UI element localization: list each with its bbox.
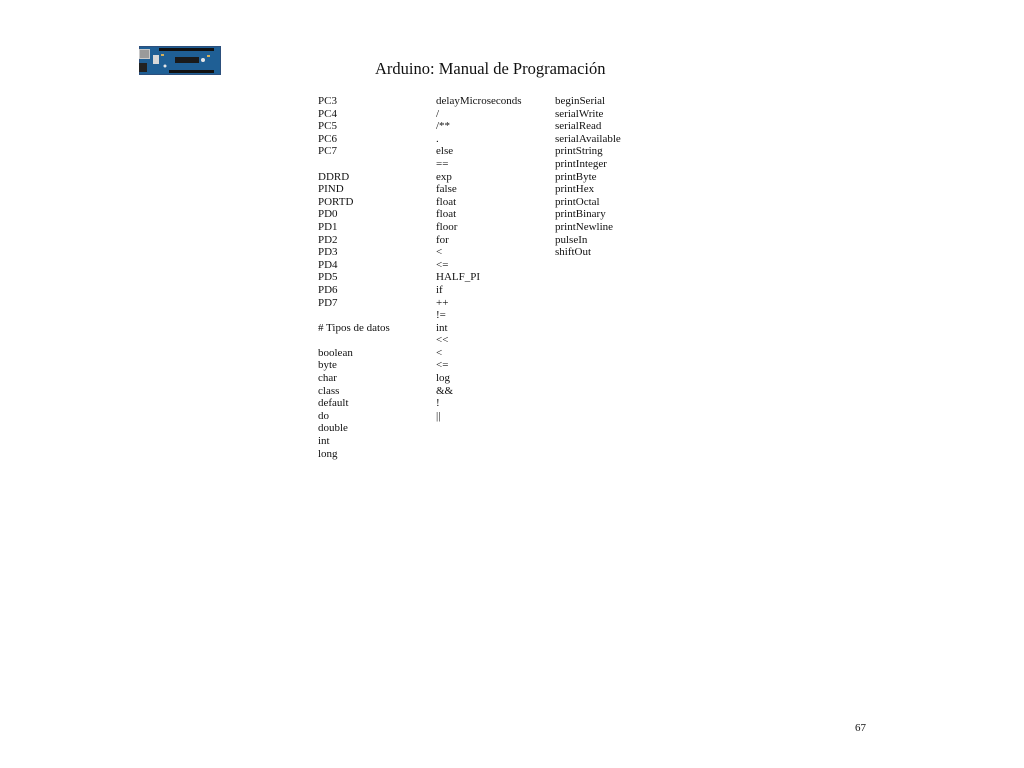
keyword-item: PIND xyxy=(318,183,344,196)
keyword-item: double xyxy=(318,422,348,435)
keyword-item: PD1 xyxy=(318,220,338,233)
page-number: 67 xyxy=(855,722,866,734)
keyword-item: PC4 xyxy=(318,107,337,120)
keyword-item: PC7 xyxy=(318,145,337,158)
keyword-item: beginSerial xyxy=(555,95,606,107)
keyword-item: delayMicroseconds xyxy=(436,95,522,107)
keyword-item: ! xyxy=(436,397,440,410)
keyword-item: int xyxy=(436,321,448,334)
keyword-item: serialWrite xyxy=(555,107,604,120)
arduino-board-icon xyxy=(139,46,221,75)
keyword-item: && xyxy=(436,384,454,397)
keyword-item: exp xyxy=(436,170,452,183)
keyword-item: . xyxy=(436,132,439,145)
keyword-item: default xyxy=(318,397,349,410)
keyword-item: PD5 xyxy=(318,271,338,284)
page-title: Arduino: Manual de Programación xyxy=(375,59,606,78)
keyword-item: < xyxy=(436,346,443,359)
keyword-item: PC5 xyxy=(318,120,337,133)
keyword-column-3 xyxy=(555,95,621,259)
keyword-item: else xyxy=(436,145,454,158)
keyword-item: /** xyxy=(436,120,451,133)
keyword-item: PD0 xyxy=(318,208,338,221)
keyword-item: class xyxy=(318,384,340,397)
keyword-item: printByte xyxy=(555,170,597,183)
keyword-item: int xyxy=(318,435,330,448)
keyword-item: log xyxy=(436,372,451,385)
keyword-item: < xyxy=(436,246,443,259)
keyword-item: != xyxy=(436,309,446,322)
keyword-item: PC3 xyxy=(318,95,337,107)
keyword-item: <= xyxy=(436,258,449,271)
keyword-item: float xyxy=(436,208,457,221)
keyword-item: printInteger xyxy=(555,157,607,170)
keyword-item: floor xyxy=(436,220,458,233)
keyword-item: PD6 xyxy=(318,283,338,296)
keyword-item: if xyxy=(436,283,443,296)
keyword-item: PORTD xyxy=(318,195,354,208)
keyword-item xyxy=(318,334,390,347)
keyword-item: PC6 xyxy=(318,132,337,145)
keyword-item: float xyxy=(436,195,457,208)
keyword-item: printString xyxy=(555,145,603,158)
keyword-column-1 xyxy=(318,95,390,460)
keyword-item: / xyxy=(436,107,440,120)
keyword-item: << xyxy=(436,334,449,347)
keyword-item: byte xyxy=(318,359,337,372)
keyword-item: printHex xyxy=(555,183,595,196)
keyword-item: HALF_PI xyxy=(436,271,481,284)
keyword-item: shiftOut xyxy=(555,246,592,259)
keyword-item: char xyxy=(318,372,337,385)
keyword-item: PD3 xyxy=(318,246,338,259)
keyword-item: == xyxy=(436,157,449,170)
keyword-item: PD2 xyxy=(318,233,338,246)
keyword-item: do xyxy=(318,409,329,422)
keyword-item: long xyxy=(318,447,338,460)
keyword-item: serialRead xyxy=(555,120,602,133)
keyword-item: PD7 xyxy=(318,296,338,309)
keyword-item: printOctal xyxy=(555,195,600,208)
keyword-item: printBinary xyxy=(555,208,606,221)
keyword-item: boolean xyxy=(318,346,353,359)
keyword-column-2 xyxy=(436,95,522,422)
keyword-item: pulseIn xyxy=(555,233,588,246)
keyword-item: ++ xyxy=(436,296,449,309)
keyword-item: || xyxy=(436,409,441,422)
keyword-item: printNewline xyxy=(555,220,614,233)
keyword-item xyxy=(318,309,390,322)
keyword-item: DDRD xyxy=(318,170,350,183)
keyword-item: false xyxy=(436,183,457,196)
keyword-item: PD4 xyxy=(318,258,338,271)
keyword-item xyxy=(318,158,390,171)
keyword-item: <= xyxy=(436,359,449,372)
keyword-item: for xyxy=(436,233,449,246)
keyword-item: # Tipos de datos xyxy=(318,321,390,334)
keyword-item: serialAvailable xyxy=(555,132,621,145)
